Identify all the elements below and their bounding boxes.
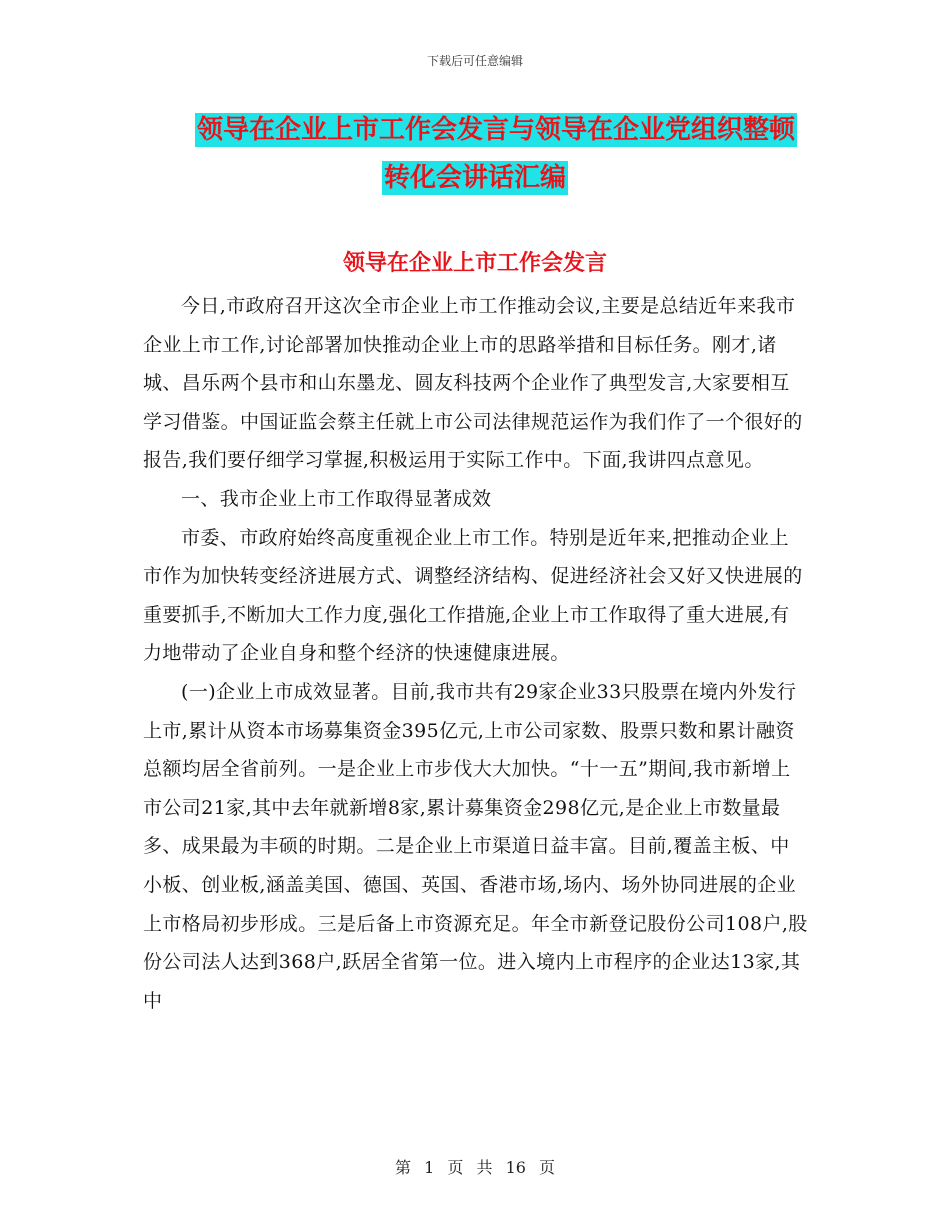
header-note: 下载后可任意编辑 bbox=[426, 54, 523, 68]
footer-prefix: 第 bbox=[394, 1158, 411, 1177]
paragraph-heading-1: 一、我市企业上市工作取得显著成效 bbox=[181, 487, 492, 510]
paragraph-3: (一)企业上市成效显著。目前,我市共有29家企业33只股票在境内外发行上市,累计从资本市场募集资金395亿元,上市公司家数、股票只数和累计融资总额均居全省前列。一是企业上市步伐大大加快。“十一五”期间,我市新增上市公司21家,其中去年就新增8家,累计募集资金298亿元,是企业上市数量最多、成果最为丰硕的时期。二是企业上市渠道日益丰富。目前,覆盖主板、中小板、创业板,涵盖美国、德国、英国、香港市场,场内、场外协同进展的企业上市格局初步形成。三是后备上市资源充足。年全市新登记股份公司108户,股份公司法人达到368户,跃居全省第一位。进入境内上市程序的企业达13家,其中 bbox=[143, 680, 808, 1012]
document-title bbox=[0, 106, 950, 202]
paragraph-2: 市委、市政府始终高度重视企业上市工作。特别是近年来,把推动企业上市作为加快转变经济进展方式、调整经济结构、促进经济社会又好又快进展的重要抓手,不断加大工作力度,强化工作措施,企业上市工作取得了重大进展,有力地带动了企业自身和整个经济的快速健康进展。 bbox=[143, 526, 803, 665]
section-title: 领导在企业上市工作会发言 bbox=[342, 251, 607, 276]
footer-total-label: 页 bbox=[539, 1158, 556, 1177]
footer-total-prefix: 共 bbox=[476, 1158, 493, 1177]
document-body bbox=[143, 287, 808, 1020]
page-footer bbox=[0, 1155, 950, 1178]
title-line-2: 转化会讲话汇编 bbox=[383, 163, 566, 193]
title-line-1: 领导在企业上市工作会发言与领导在企业党组织整顿 bbox=[196, 115, 795, 145]
footer-total-pages: 16 bbox=[505, 1158, 526, 1177]
footer-page-number: 1 bbox=[424, 1158, 435, 1177]
paragraph-intro: 今日,市政府召开这次全市企业上市工作推动会议,主要是总结近年来我市企业上市工作,讨论部署加快推动企业上市的思路举措和目标任务。刚才,诸城、昌乐两个县市和山东墨龙、圆友科技两个企业作了典型发言,大家要相互学习借鉴。中国证监会蔡主任就上市公司法律规范运作为我们作了一个很好的报告,我们要仔细学习掌握,积极运用于实际工作中。下面,我讲四点意见。 bbox=[143, 295, 803, 472]
footer-page-label: 页 bbox=[447, 1158, 464, 1177]
